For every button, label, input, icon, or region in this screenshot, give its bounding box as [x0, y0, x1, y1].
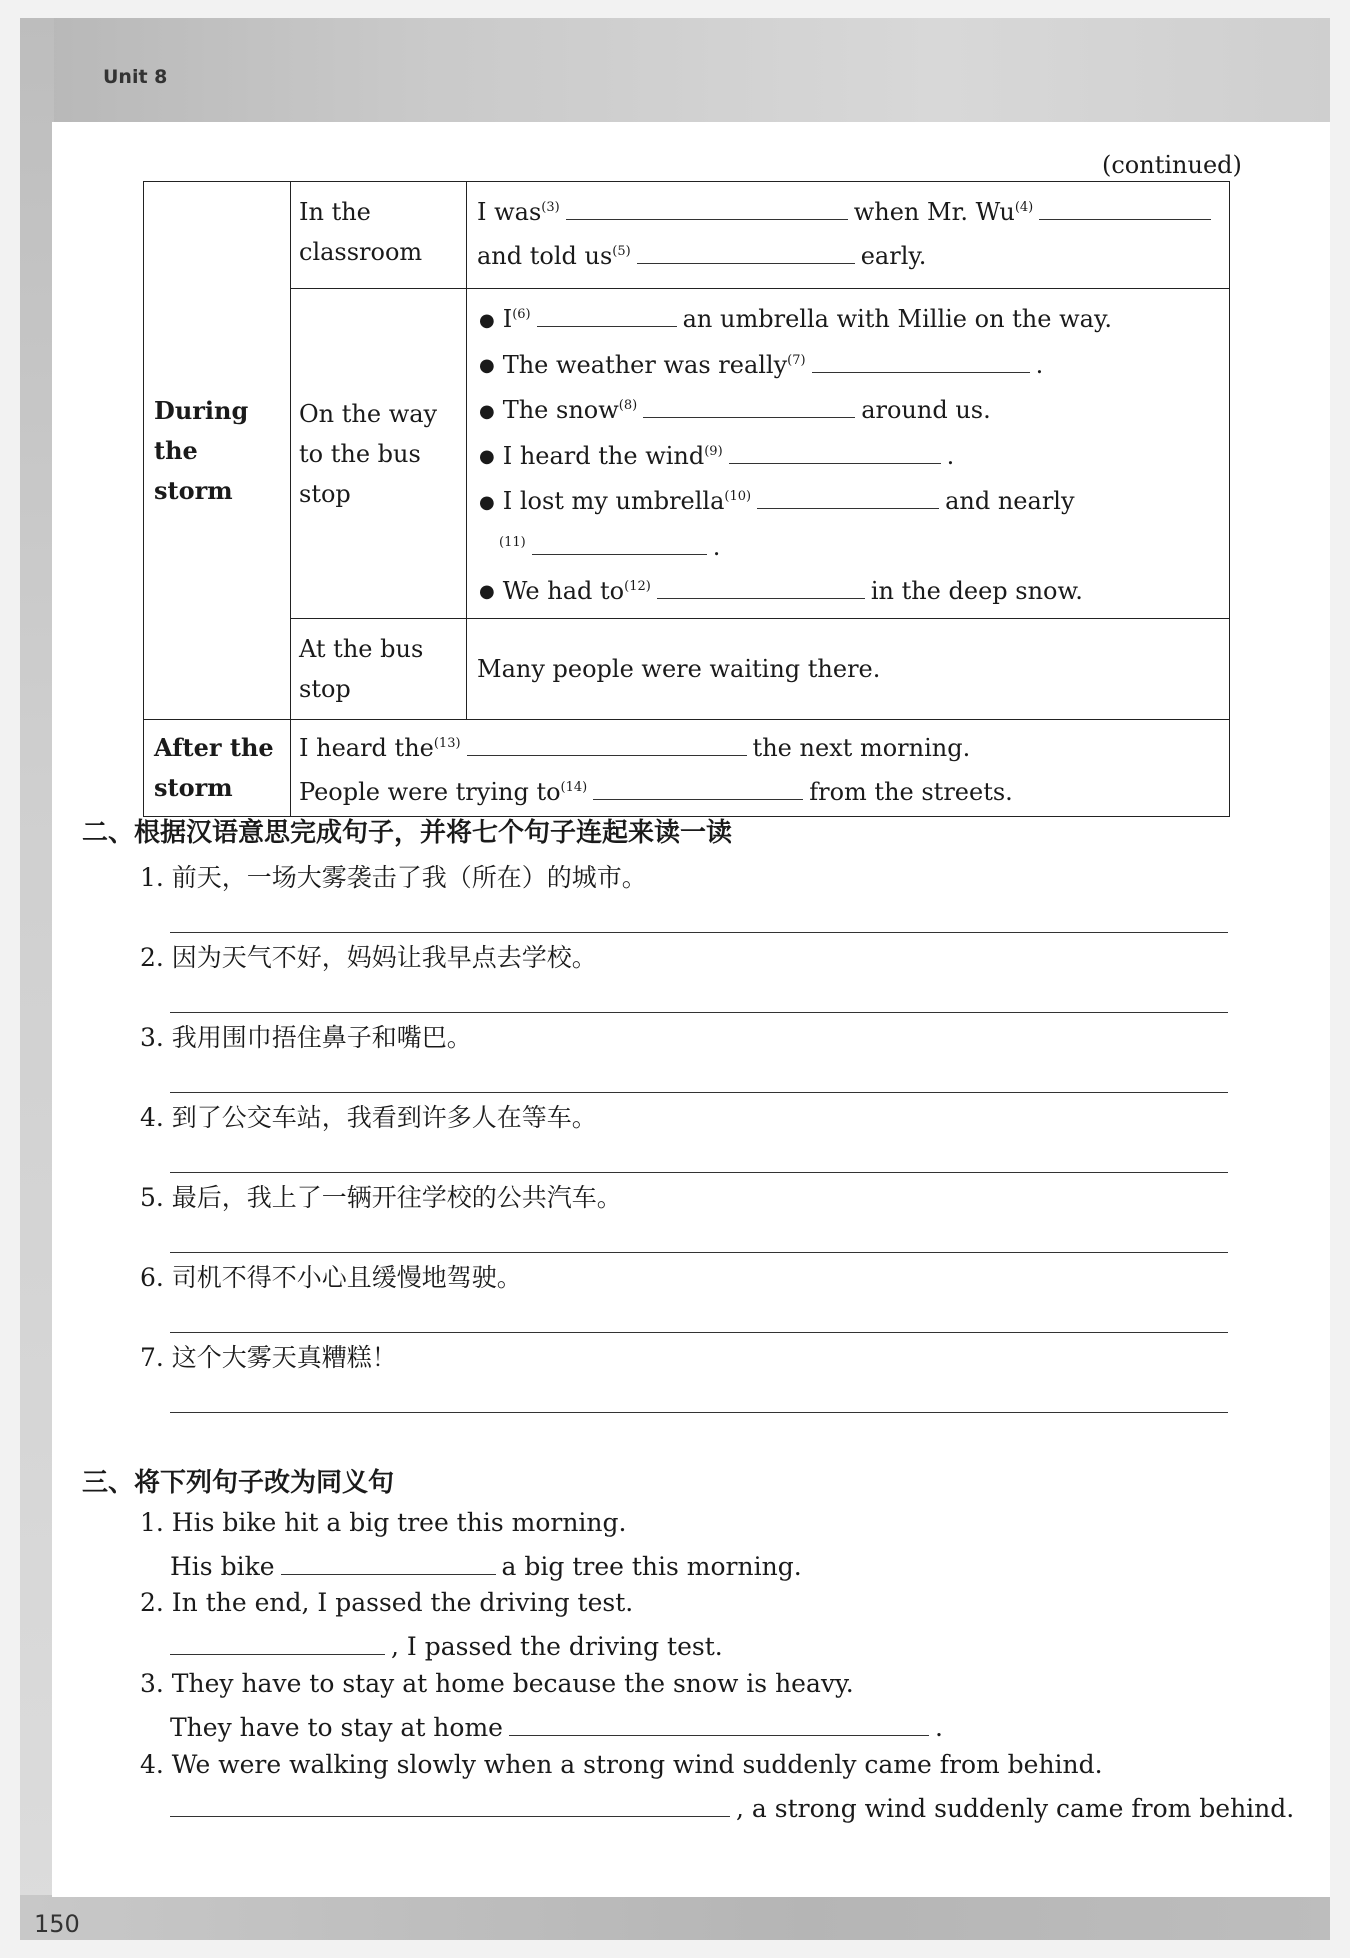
blank-13[interactable]: [467, 729, 747, 756]
scan-shadow-left: [20, 18, 54, 1938]
place-classroom: In the classroom: [291, 182, 467, 289]
blank-14[interactable]: [593, 773, 803, 800]
blank-12[interactable]: [657, 572, 865, 599]
translation-item-7: 7. 这个大雾天真糟糕！: [140, 1343, 397, 1372]
answer-line-1[interactable]: [170, 932, 1228, 933]
continued-label: (continued): [1102, 151, 1242, 179]
rewrite-blank-3[interactable]: [509, 1709, 929, 1736]
rewrite-q1: 1. His bike hit a big tree this morning.: [140, 1508, 627, 1537]
bullet-item: ● $I^{(6)}$ an umbrella with Millie on the way.: [479, 295, 1221, 341]
unit-label: Unit 8: [103, 66, 168, 88]
bullet-item: ● We had $to^{(12)}$ in the deep snow.: [479, 567, 1221, 613]
classroom-line-2: and told $us^{(5)}$ early.: [477, 232, 1219, 276]
translation-item-3: 3. 我用围巾捂住鼻子和嘴巴。: [140, 1023, 472, 1052]
translation-item-2: 2. 因为天气不好，妈妈让我早点去学校。: [140, 943, 597, 972]
place-bus-stop: At the bus stop: [291, 619, 467, 720]
row-after-the-storm: [144, 720, 1230, 817]
rewrite-a3: They have to stay at home .: [170, 1709, 943, 1742]
row-bus-stop: [144, 619, 1230, 720]
answer-line-2[interactable]: [170, 1012, 1228, 1013]
bullet-item-continued: $^{(11)}$ .: [479, 523, 1221, 567]
rewrite-q2: 2. In the end, I passed the driving test.: [140, 1588, 634, 1617]
blank-9[interactable]: [729, 437, 941, 464]
row-classroom: [144, 182, 1230, 289]
translation-item-6: 6. 司机不得不小心且缓慢地驾驶。: [140, 1263, 522, 1292]
place-on-the-way: On the way to the bus stop: [291, 289, 467, 619]
on-the-way-content: [467, 289, 1230, 619]
rewrite-a1: His bike a big tree this morning.: [170, 1548, 802, 1581]
rewrite-q3: 3. They have to stay at home because the snow is heavy.: [140, 1669, 854, 1698]
rewrite-blank-1[interactable]: [281, 1548, 496, 1575]
after-line-1: I heard the$^{(13)}$ the next morning.: [299, 724, 1221, 768]
answer-line-4[interactable]: [170, 1172, 1228, 1173]
scan-shadow-bottom: [20, 1895, 1330, 1940]
answer-line-7[interactable]: [170, 1412, 1228, 1413]
rewrite-a4: , a strong wind suddenly came from behind.: [170, 1790, 1294, 1823]
page-number: 150: [34, 1910, 80, 1938]
during-the-storm-cell: During the storm: [144, 182, 291, 720]
rewrite-a2: , I passed the driving test.: [170, 1628, 723, 1661]
translation-item-1: 1. 前天，一场大雾袭击了我（所在）的城市。: [140, 863, 647, 892]
blank-7[interactable]: [812, 346, 1030, 373]
blank-11[interactable]: [532, 528, 707, 555]
section-2-heading: 二、根据汉语意思完成句子，并将七个句子连起来读一读: [82, 818, 733, 848]
bullet-item: ● I lost my umbrella$^{(10)}$ and nearly: [479, 477, 1221, 523]
row-on-the-way: [144, 289, 1230, 619]
translation-item-5: 5. 最后，我上了一辆开往学校的公共汽车。: [140, 1183, 622, 1212]
bus-stop-content: Many people were waiting there.: [467, 619, 1230, 720]
blank-5[interactable]: [637, 237, 855, 264]
answer-line-5[interactable]: [170, 1252, 1228, 1253]
rewrite-q4: 4. We were walking slowly when a strong wind suddenly came from behind.: [140, 1750, 1103, 1779]
bullet-item: ● The weather was really$^{(7)}$ .: [479, 341, 1221, 387]
blank-3[interactable]: [566, 193, 848, 220]
classroom-line-1: I was$^{(3)}$ when Mr. Wu$^{(4)}$: [477, 188, 1219, 232]
section-3-heading: 三、将下列句子改为同义句: [82, 1468, 395, 1498]
blank-4[interactable]: [1039, 193, 1211, 220]
after-storm-content: [291, 720, 1230, 817]
bullet-item: ● I heard the wind$^{(9)}$ .: [479, 432, 1221, 478]
answer-line-6[interactable]: [170, 1332, 1228, 1333]
answer-line-3[interactable]: [170, 1092, 1228, 1093]
classroom-content: [467, 182, 1230, 289]
storm-notes-table: [143, 181, 1230, 817]
blank-8[interactable]: [643, 391, 855, 418]
blank-6[interactable]: [537, 300, 677, 327]
after-line-2: People were trying $to^{(14)}$ from the streets.: [299, 768, 1221, 812]
after-the-storm-cell: After the storm: [144, 720, 291, 817]
scan-shadow-top: [20, 18, 1330, 128]
rewrite-blank-4[interactable]: [170, 1790, 730, 1817]
blank-10[interactable]: [757, 482, 939, 509]
bullet-item: ● The snow$^{(8)}$ around us.: [479, 386, 1221, 432]
rewrite-blank-2[interactable]: [170, 1628, 385, 1655]
translation-item-4: 4. 到了公交车站，我看到许多人在等车。: [140, 1103, 597, 1132]
